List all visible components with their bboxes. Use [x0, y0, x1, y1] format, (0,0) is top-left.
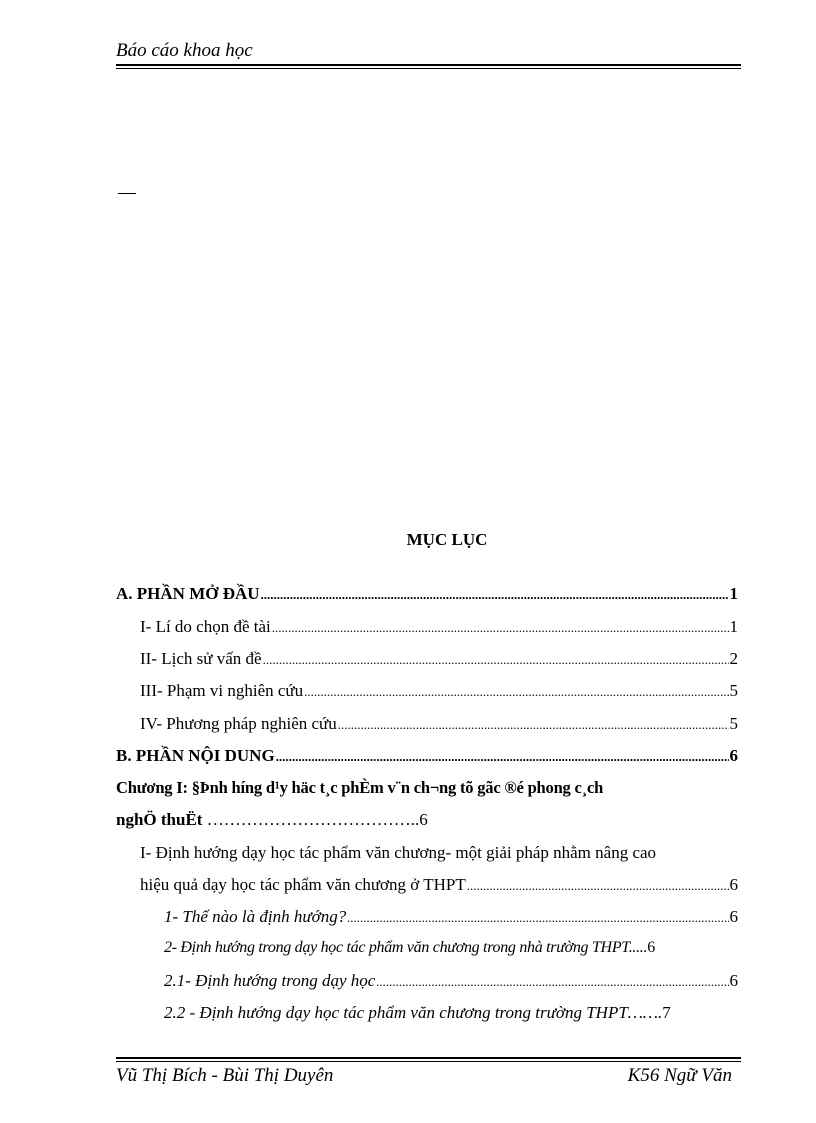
toc-entry-dinh-huong-line2: [140, 875, 738, 895]
leader-dots: [376, 974, 728, 990]
toc-entry-label: I- Lí do chọn đề tài: [140, 617, 271, 636]
toc-entry-label: 2- Định hướng trong dạy học tác phẩm văn chương trong nhà trường THPT: [164, 939, 629, 956]
header-title: Báo cáo khoa học: [116, 40, 253, 61]
toc-entry-label: 2.2 - Định hướng dạy học tác phẩm văn chương trong trường THPT: [164, 1003, 628, 1022]
toc-entry-page: 1: [729, 584, 738, 603]
leader-dots: ………………………………..: [206, 810, 420, 829]
toc-entry-label: II- Lịch sử vấn đề: [140, 649, 262, 668]
toc-entry-a: [116, 584, 738, 604]
toc-entry-label: IV- Phương pháp nghiên cứu: [140, 714, 337, 733]
toc-entry-iii: [140, 681, 738, 701]
leader-dots: [347, 910, 728, 926]
leader-dots: [276, 749, 729, 765]
leader-dots: …….: [627, 1003, 663, 1022]
footer-rule: [116, 1057, 741, 1059]
leader-dots: [338, 717, 729, 733]
toc-entry-label: 1- Thế nào là định hướng?: [164, 907, 347, 926]
toc-entry-page: 6: [729, 875, 738, 894]
toc-entry-i: [140, 617, 738, 637]
toc-entry-label: 2.1- Định hướng trong dạy học: [164, 971, 376, 990]
short-dash-mark: [118, 193, 136, 194]
toc-entry-2: [164, 939, 655, 957]
toc-title: MỤC LỤC: [406, 530, 488, 549]
toc-entry-dinh-huong-line1: I- Định hướng dạy học tác phẩm văn chương- một giải pháp nhằm nâng cao: [140, 843, 657, 862]
toc-entry-page: 6: [729, 907, 738, 926]
toc-entry-page: 5: [729, 714, 738, 733]
header-rule: [116, 64, 741, 66]
leader-dots: .....: [628, 939, 648, 956]
toc-entry-label: hiệu quả dạy học tác phẩm văn chương ở THPT: [140, 875, 466, 894]
toc-entry-page: 5: [729, 681, 738, 700]
toc-entry-page: 2: [729, 649, 738, 668]
toc-entry-page: 6: [647, 939, 655, 956]
leader-dots: [467, 878, 729, 894]
toc-entry-1: [164, 907, 738, 927]
toc-entry-page: 6: [729, 971, 738, 990]
toc-entry-page: 1: [729, 617, 738, 636]
toc-entry-ii: [140, 649, 738, 669]
toc-entry-iv: [140, 714, 738, 734]
toc-entry-label: III- Phạm vi nghiên cứu: [140, 681, 304, 700]
toc-entry-label: A. PHẦN MỞ ĐẦU: [116, 584, 260, 603]
toc-entry-label: B. PHẦN NỘI DUNG: [116, 746, 275, 765]
toc-entry-label: nghÖ thuËt: [116, 810, 203, 829]
toc-entry-page: 6: [729, 746, 738, 765]
toc-entry-page: 7: [662, 1003, 671, 1022]
leader-dots: [261, 587, 729, 603]
toc-entry-b: [116, 746, 738, 766]
leader-dots: [272, 620, 729, 636]
leader-dots: [304, 684, 728, 700]
toc-entry-2-1: [164, 971, 738, 991]
toc-entry-chuong-i-line1: Chương I: §Þnh híng d¹y häc t¸c phÈm v¨n ch¬ng tõ gãc ®é phong c¸ch: [116, 778, 604, 797]
leader-dots: [263, 652, 729, 668]
footer-authors: Vũ Thị Bích - Bùi Thị Duyên: [116, 1065, 334, 1086]
toc-entry-2-2: [164, 1003, 671, 1023]
footer-class: K56 Ngữ Văn: [627, 1065, 732, 1086]
toc-entry-chuong-i-line2: [116, 810, 428, 830]
toc-entry-page: 6: [419, 810, 428, 829]
